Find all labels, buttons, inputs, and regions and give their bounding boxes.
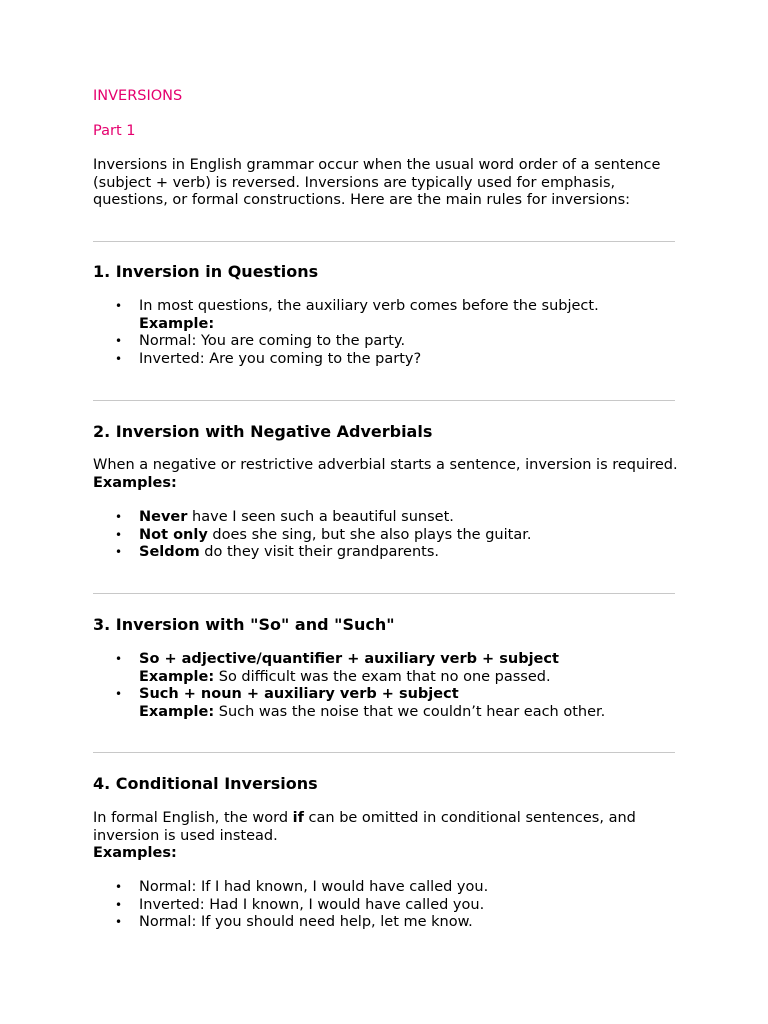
list-item: • Normal: If you should need help, let me know. [93,914,693,932]
section-4-intro [93,810,683,863]
list-item [93,527,693,545]
list-item: • Inverted: Had I known, I would have called you. [93,897,693,915]
document-title: INVERSIONS [93,88,183,104]
item-text: do they visit their grandparents. [199,544,440,560]
example-label: Example: [139,703,215,720]
divider [93,241,675,242]
list-item: • Normal: If I had known, I would have called you. [93,879,693,897]
list-item: • Normal: You are coming to the party. [93,333,693,351]
part-label: Part 1 [93,123,136,139]
section-2-intro [93,457,693,492]
section-2-heading: 2. Inversion with Negative Adverbials [93,422,433,441]
section-4-list [93,879,693,932]
examples-label: Examples: [93,474,177,491]
bold-term: Never [139,509,188,525]
divider [93,400,675,401]
rule-text: Such + noun + auxiliary verb + subject [139,686,459,702]
intro-text: can be omitted in conditional sentences, and inversion is used instead. [93,810,636,844]
section-3-list [93,651,693,721]
intro-text: In formal English, the word [93,810,293,826]
bold-term: Not only [139,526,208,543]
bold-term: if [292,810,304,826]
list-item: • Inverted: Are you coming to the party? [93,351,693,369]
section-1-heading: 1. Inversion in Questions [93,262,319,281]
section-2-list [93,509,693,562]
section-1-list [93,298,693,368]
divider [93,593,675,594]
list-item [93,509,693,527]
item-text: have I seen such a beautiful sunset. [187,509,454,525]
example-text: Such was the noise that we couldn’t hear each other. [214,703,606,720]
section-3-heading: 3. Inversion with "So" and "Such" [93,615,395,634]
divider [93,752,675,753]
list-item [93,298,693,333]
list-item [93,686,693,721]
intro-text: When a negative or restrictive adverbial starts a sentence, inversion is required. [93,457,678,473]
example-text: So difficult was the exam that no one passed. [214,668,551,685]
item-text: does she sing, but she also plays the guitar. [207,526,532,543]
list-item [93,651,693,686]
examples-label: Examples: [93,845,177,861]
example-label: Example: [139,668,215,685]
rule-text: So + adjective/quantifier + auxiliary verb + subject [139,651,559,667]
section-4-heading: 4. Conditional Inversions [93,774,318,793]
bold-term: Seldom [139,544,200,560]
list-item [93,544,693,562]
intro-paragraph: Inversions in English grammar occur when the usual word order of a sentence (subject + verb) is reversed. Inversions are typically used for emphasis, questions, or formal constructions. Here are the main rules for inversions: [93,157,661,208]
example-label: Example: [139,315,215,332]
item-text: In most questions, the auxiliary verb comes before the subject. [139,298,599,314]
